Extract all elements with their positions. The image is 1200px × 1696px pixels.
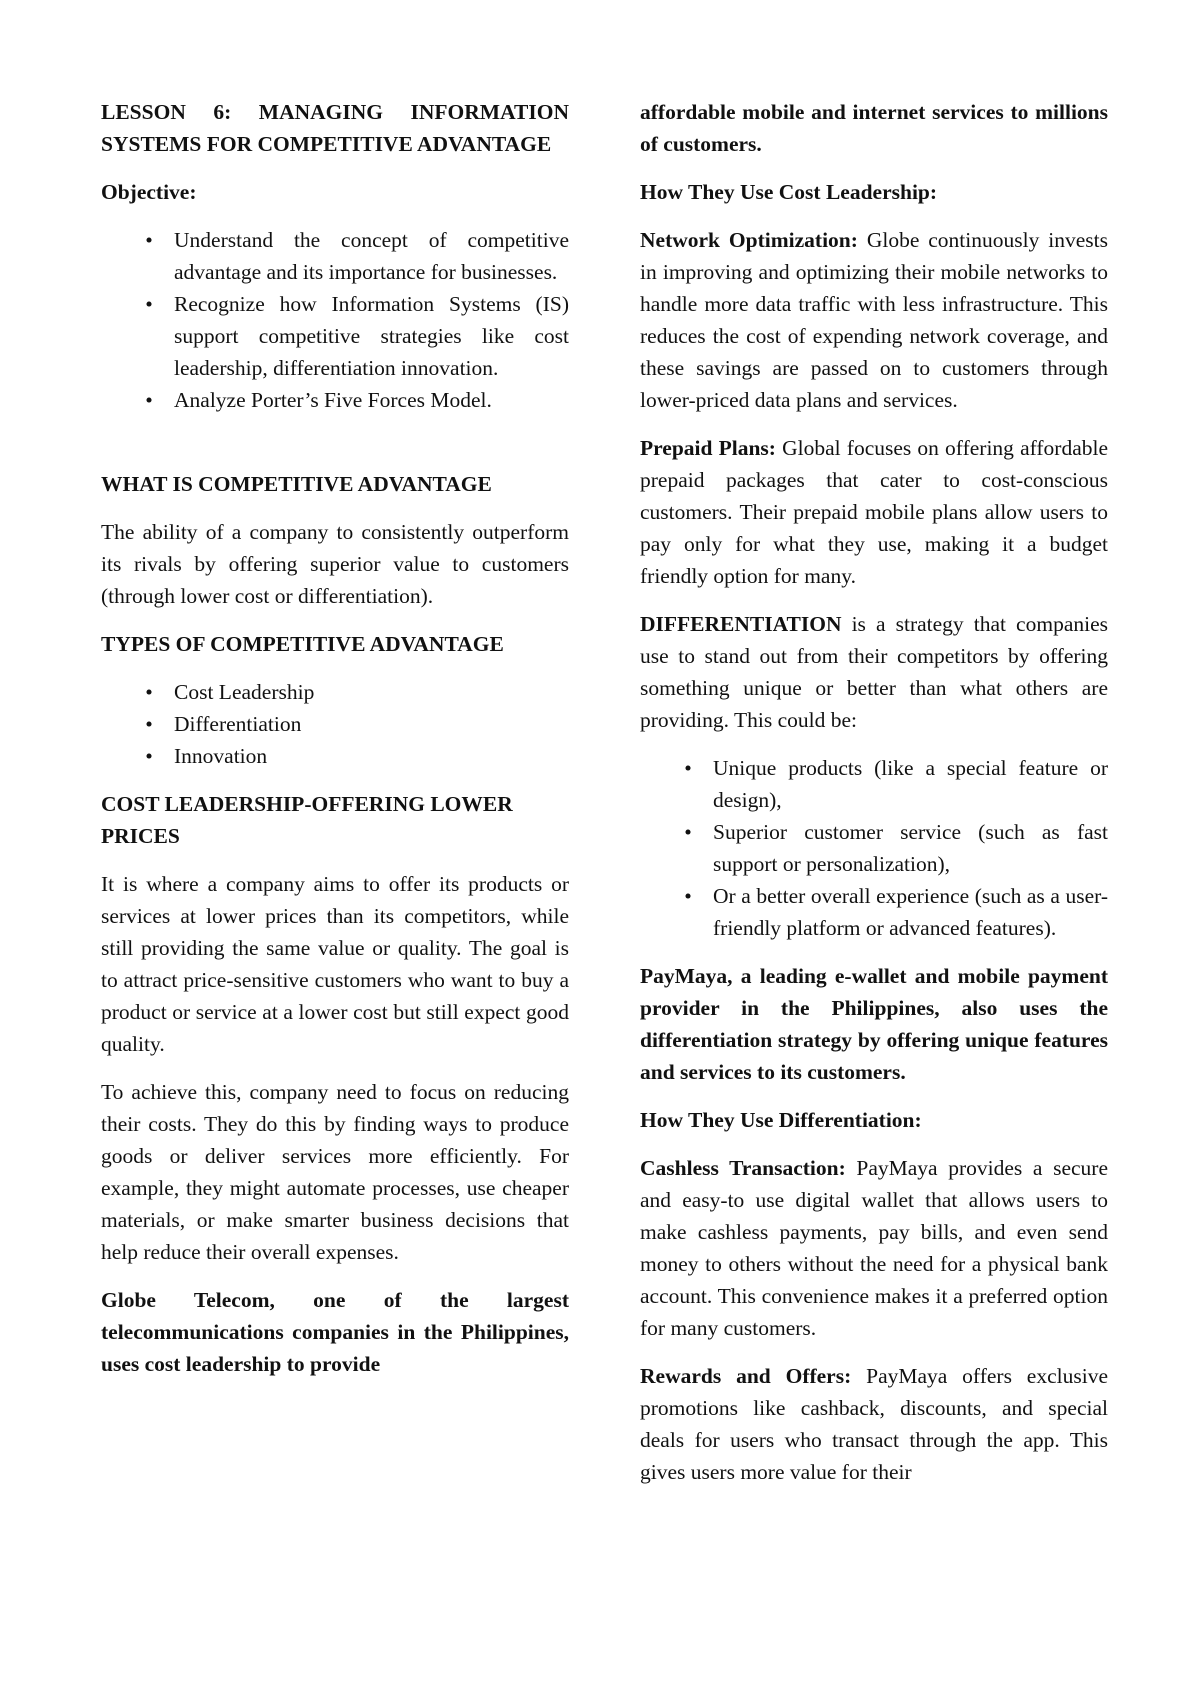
- types-list: [101, 676, 569, 772]
- bullet-icon: •: [145, 680, 153, 704]
- paymaya-intro: PayMaya, a leading e-wallet and mobile payment provider in the Philippines, also uses the differentiation strategy by offering unique features and services to its customers.: [640, 964, 1108, 1084]
- differentiation-item: Superior customer service (such as fast support or personalization),: [713, 820, 1108, 876]
- differentiation-paragraph: [640, 608, 1108, 736]
- list-item: [101, 676, 569, 708]
- how-cost-heading: How They Use Cost Leadership:: [640, 180, 938, 204]
- cashless-label: Cashless Transaction:: [640, 1156, 846, 1180]
- list-item: [640, 816, 1108, 880]
- bullet-icon: •: [684, 884, 692, 908]
- objective-text: Understand the concept of competitive advantage and its importance for businesses.: [174, 228, 569, 284]
- list-item: [101, 740, 569, 772]
- lesson-title: LESSON 6: MANAGING INFORMATION SYSTEMS FOR COMPETITIVE ADVANTAGE: [101, 100, 569, 156]
- bullet-icon: •: [145, 712, 153, 736]
- list-item: [640, 880, 1108, 944]
- rewards-paragraph: [640, 1360, 1108, 1488]
- right-column: [640, 96, 1108, 1504]
- objective-list: [101, 224, 569, 416]
- objective-text: Analyze Porter’s Five Forces Model.: [174, 388, 492, 412]
- cashless-text: PayMaya provides a secure and easy-to use digital wallet that allows users to make cashless payments, pay bills, and even send money to others without the need for a physical bank account. This convenience makes it a preferred option for many customers.: [640, 1156, 1108, 1340]
- list-item: [640, 752, 1108, 816]
- section-spacer: [101, 432, 569, 468]
- cost-heading: COST LEADERSHIP-OFFERING LOWER PRICES: [101, 792, 513, 848]
- prepaid-text: Global focuses on offering affordable prepaid packages that cater to cost-conscious customers. Their prepaid mobile plans allow users to pay only for what they use, making it a budget friendly option for many.: [640, 436, 1109, 588]
- objective-text: Recognize how Information Systems (IS) support competitive strategies like cost leadership, differentiation innovation.: [174, 292, 569, 380]
- left-column: [101, 96, 569, 1396]
- type-text: Cost Leadership: [174, 680, 315, 704]
- list-item: [101, 384, 569, 416]
- prepaid-label: Prepaid Plans:: [640, 436, 776, 460]
- differentiation-item: Or a better overall experience (such as a user-friendly platform or advanced features).: [713, 884, 1108, 940]
- differentiation-list: [640, 752, 1108, 944]
- bullet-icon: •: [145, 228, 153, 252]
- rewards-text: PayMaya offers exclusive promotions like cashback, discounts, and special deals for users who transact through the app. This gives users more value for their: [640, 1364, 1108, 1484]
- how-diff-heading: How They Use Differentiation:: [640, 1108, 922, 1132]
- type-text: Innovation: [174, 744, 268, 768]
- bullet-icon: •: [684, 820, 692, 844]
- what-heading: WHAT IS COMPETITIVE ADVANTAGE: [101, 472, 492, 496]
- rewards-label: Rewards and Offers:: [640, 1364, 852, 1388]
- network-paragraph: [640, 224, 1108, 416]
- what-body: The ability of a company to consistently outperform its rivals by offering superior value to customers (through lower cost or differentiation).: [101, 520, 569, 608]
- cost-body-2: To achieve this, company need to focus on reducing their costs. They do this by finding ways to produce goods or deliver services more efficiently. For example, they might automate processes, use cheaper materials, or make smarter business decisions that help reduce their overall expenses.: [101, 1080, 569, 1264]
- objective-label: Objective:: [101, 180, 197, 204]
- network-label: Network Optimization:: [640, 228, 858, 252]
- list-item: [101, 224, 569, 288]
- bullet-icon: •: [145, 292, 153, 316]
- globe-intro: Globe Telecom, one of the largest telecommunications companies in the Philippines, uses cost leadership to provide: [101, 1288, 569, 1376]
- bullet-icon: •: [684, 756, 692, 780]
- globe-intro-continued: affordable mobile and internet services to millions of customers.: [640, 100, 1108, 156]
- bullet-icon: •: [145, 744, 153, 768]
- cost-body-1: It is where a company aims to offer its products or services at lower prices than its competitors, while still providing the same value or quality. The goal is to attract price-sensitive customers who want to buy a product or service at a lower cost but still expect good quality.: [101, 872, 569, 1056]
- type-text: Differentiation: [174, 712, 302, 736]
- differentiation-label: DIFFERENTIATION: [640, 612, 842, 636]
- list-item: [101, 288, 569, 384]
- network-text: Globe continuously invests in improving and optimizing their mobile networks to handle more data traffic with less infrastructure. This reduces the cost of expending network coverage, and these savings are passed on to customers through lower-priced data plans and services.: [640, 228, 1108, 412]
- differentiation-item: Unique products (like a special feature or design),: [713, 756, 1108, 812]
- cashless-paragraph: [640, 1152, 1108, 1344]
- types-heading: TYPES OF COMPETITIVE ADVANTAGE: [101, 632, 504, 656]
- prepaid-paragraph: [640, 432, 1108, 592]
- list-item: [101, 708, 569, 740]
- bullet-icon: •: [145, 388, 153, 412]
- differentiation-text: is a strategy that companies use to stand out from their competitors by offering something unique or better than what others are providing. This could be:: [640, 612, 1108, 732]
